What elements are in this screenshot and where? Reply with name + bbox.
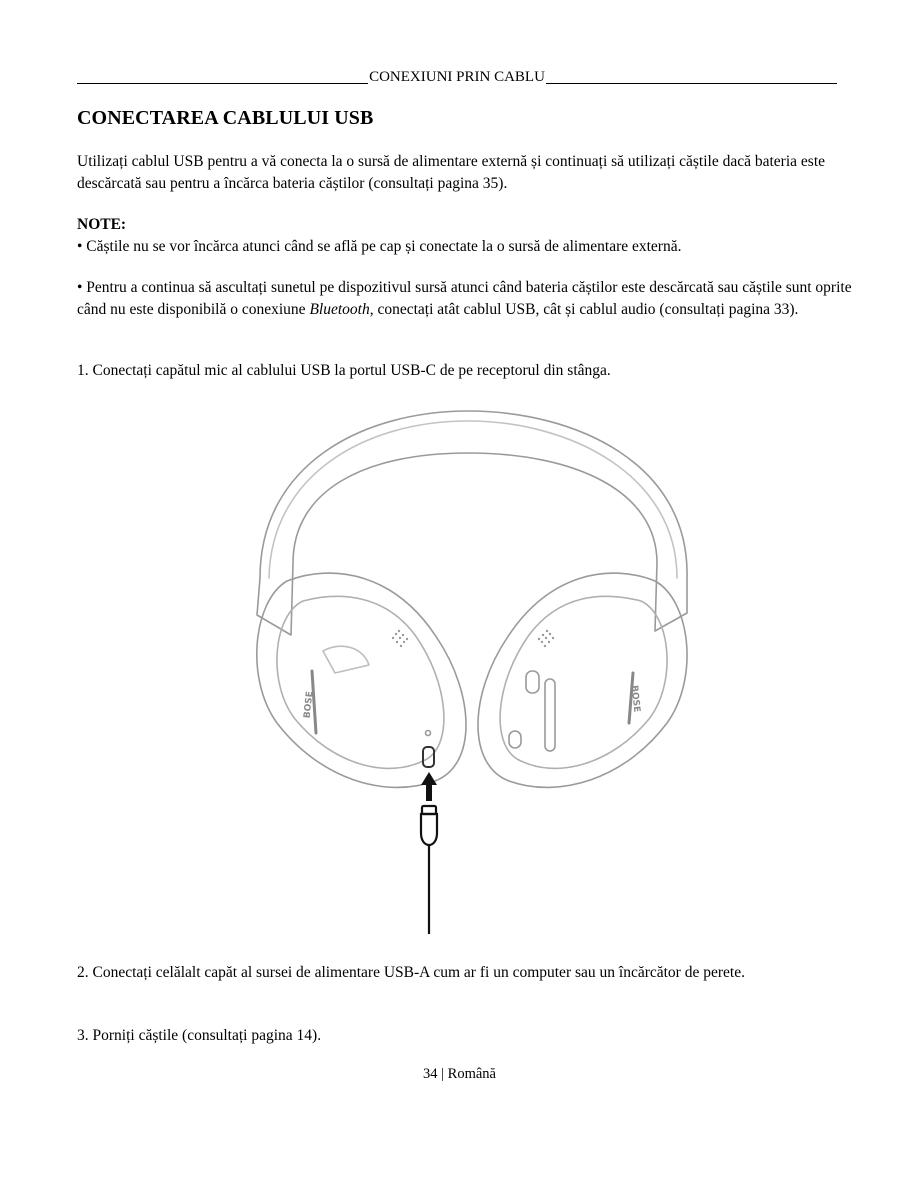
insert-arrow-icon	[421, 772, 437, 801]
right-bose-logo: BOSE	[628, 684, 642, 713]
running-header	[77, 66, 837, 86]
microphone-grille-dots	[392, 630, 554, 647]
note-item-1: • Căștile nu se vor încărca atunci când se află pe cap și conectate la o sursă de alimentare externă.	[77, 237, 682, 255]
page-number: 34	[423, 1066, 438, 1082]
headphones-usb-illustration	[245, 403, 695, 938]
left-bose-logo: BOSE	[302, 690, 316, 719]
header-rule-right	[546, 83, 837, 84]
note-2-bluetooth-term: Bluetooth	[309, 300, 370, 318]
header-section-title: CONEXIUNI PRIN CABLU	[369, 69, 545, 85]
left-earcup	[257, 573, 466, 787]
page-title: CONECTAREA CABLULUI USB	[77, 107, 374, 129]
usb-c-cable	[421, 806, 437, 934]
footer-separator: |	[441, 1066, 445, 1082]
step-2: 2. Conectați celălalt capăt al sursei de alimentare USB-A cum ar fi un computer sau un încărcător de perete.	[77, 964, 745, 981]
note-2-text-end: , conectați atât cablul USB, cât și cablul audio (consultați pagina 33).	[369, 300, 799, 318]
footer-language: Română	[447, 1066, 496, 1082]
note-2-text-start: • Pentru a continua să ascultați sunetul pe dispozitivul sursă atunci când bateria căștilor este descărcată sau căștile sunt oprite când nu este disponibilă o conexiune	[77, 279, 852, 318]
intro-paragraph: Utilizați cablul USB pentru a vă conecta la o sursă de alimentare externă și continuați să utilizați căștile dacă bateria este descărcată sau pentru a încărca bateria căștilor (consultați pagina 35).	[77, 153, 826, 192]
header-rule-left	[77, 83, 368, 84]
note-item-2	[77, 277, 857, 320]
page-footer	[0, 1066, 919, 1083]
notes-heading: NOTE:	[77, 216, 127, 233]
notes-block	[77, 214, 857, 257]
step-1: 1. Conectați capătul mic al cablului USB la portul USB-C de pe receptorul din stânga.	[77, 362, 611, 379]
step-3: 3. Porniți căștile (consultați pagina 14).	[77, 1027, 322, 1044]
headband	[257, 411, 687, 635]
